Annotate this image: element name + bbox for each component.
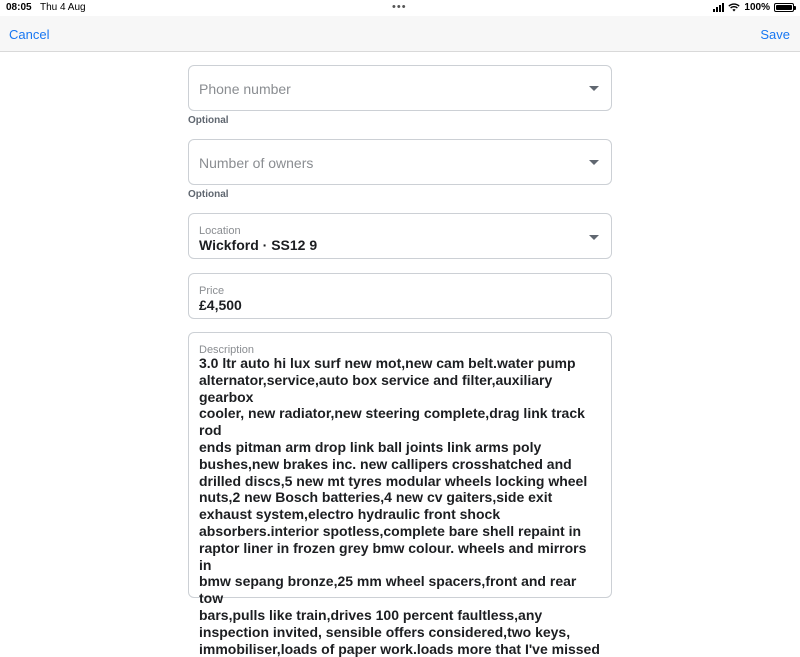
chevron-down-icon (589, 86, 599, 91)
nav-bar (0, 16, 800, 52)
description-label: Description (199, 344, 255, 356)
signal-icon (713, 3, 724, 12)
description-textarea[interactable] (188, 332, 612, 657)
number-of-owners-dropdown[interactable] (188, 139, 612, 185)
chevron-down-icon (589, 160, 599, 165)
location-label: Location (199, 225, 241, 237)
location-dropdown[interactable] (188, 213, 612, 259)
price-label: Price (199, 285, 225, 297)
number-of-owners-placeholder: Number of owners (199, 155, 314, 171)
phone-number-helper: Optional (188, 115, 229, 126)
status-bar (0, 0, 800, 16)
number-of-owners-helper: Optional (188, 189, 229, 200)
multitasking-dots-icon[interactable]: ••• (392, 1, 407, 13)
phone-number-placeholder: Phone number (199, 81, 291, 97)
status-time: 08:05 (6, 2, 32, 13)
chevron-down-icon (589, 235, 599, 240)
save-button[interactable]: Save (760, 27, 790, 42)
battery-percent: 100% (744, 2, 770, 13)
location-value: Wickford · SS12 9 (199, 237, 318, 253)
description-value: 3.0 ltr auto hi lux surf new mot,new cam belt.water pump alternator,service,auto box service and filter,auxiliary gearbox cooler, new radiator,new steering complete,drag link track rod ends pitman arm drop link ball joints link arms poly bushes,new brakes inc. new callipers crosshatched and drilled discs,5 new mt tyres modular wheels locking wheel nuts,2 new Bosch batteries,4 new cv gaiters,side exit exhaust system,electro hydraulic front shock absorbers.interior spotless,complete bare shell repaint in raptor liner in frozen grey bmw colour. wheels and mirrors in bmw sepang bronze,25 mm wheel spacers,front and rear tow bars,pulls like train,drives 100 percent faultless,any inspection invited, sensible offers considered,two keys, immobiliser,loads of paper work.loads more that I've missed (199, 355, 600, 657)
phone-number-dropdown[interactable] (188, 65, 612, 111)
battery-icon (774, 3, 794, 12)
status-indicators (713, 2, 794, 13)
cancel-button[interactable]: Cancel (9, 27, 50, 42)
wifi-icon (728, 3, 740, 12)
status-date: Thu 4 Aug (40, 2, 86, 13)
price-field[interactable] (188, 273, 612, 319)
price-value: £4,500 (199, 297, 242, 313)
